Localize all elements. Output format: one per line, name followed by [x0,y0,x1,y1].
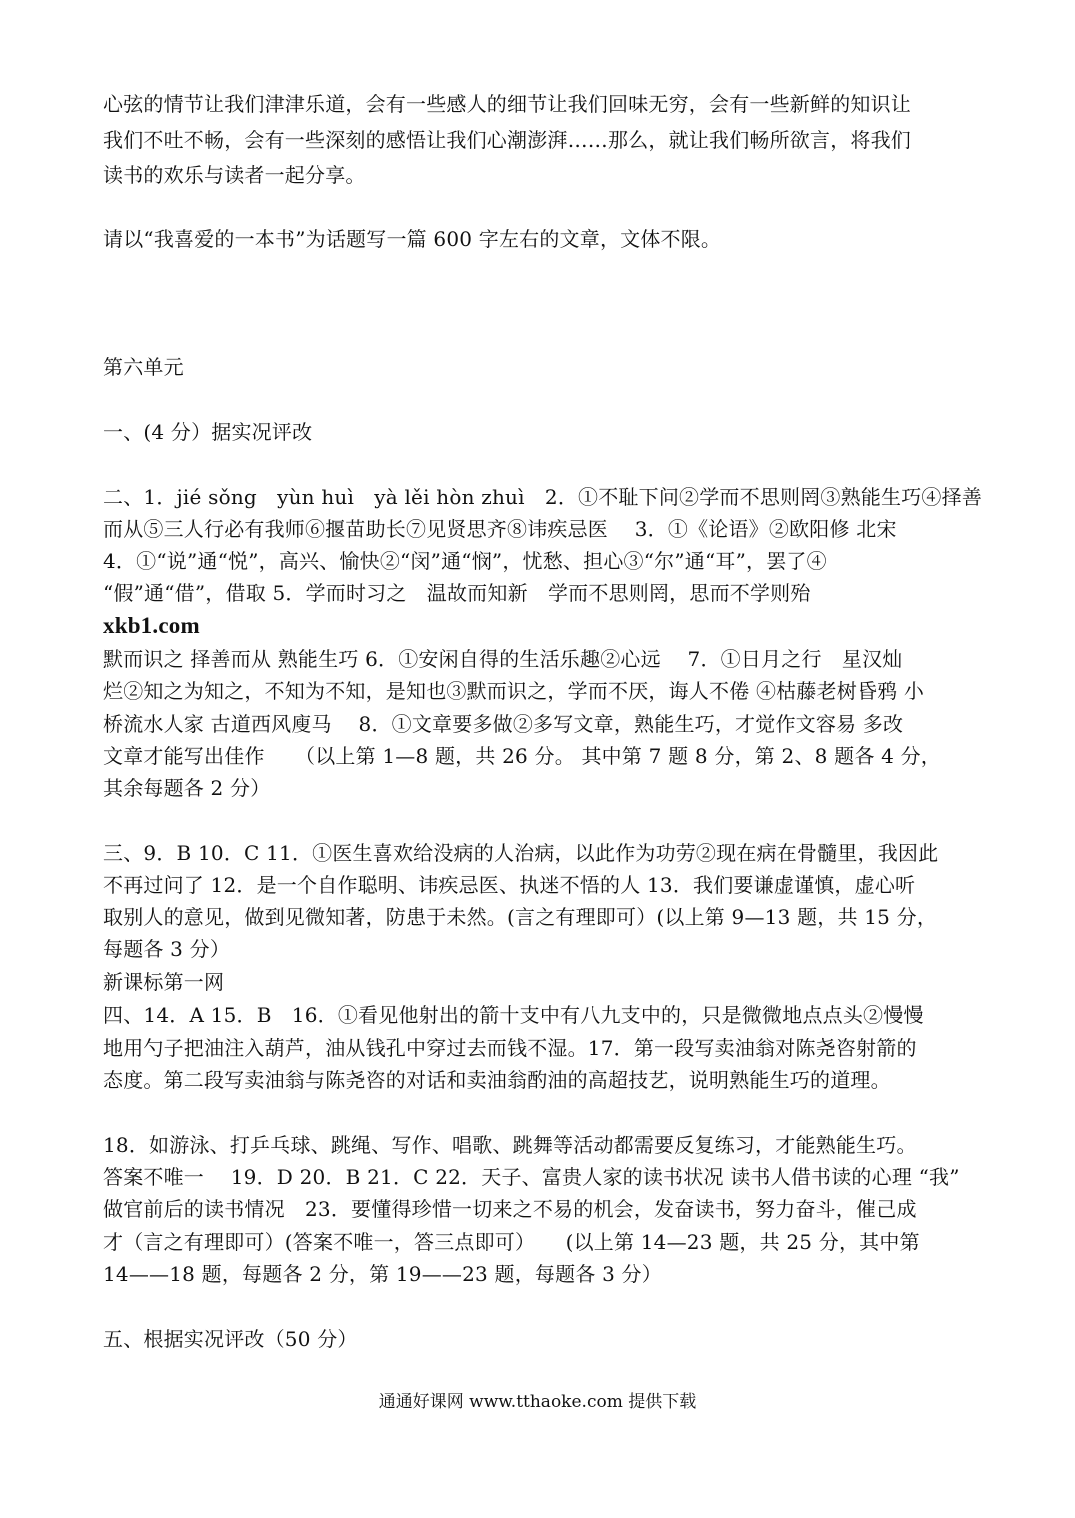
text-line: 做官前后的读书情况 23．要懂得珍惜一切来之不易的机会，发奋读书，努力奋斗，催己成 [103,1197,917,1221]
text-line: 我们不吐不畅，会有一些深刻的感悟让我们心潮澎湃……那么，就让我们畅所欲言，将我们 [103,128,911,152]
text-line: 18．如游泳、打乒乓球、跳绳、写作、唱歌、跳舞等活动都需要反复练习，才能熟能生巧。 [103,1133,917,1157]
text-line: 态度。第二段写卖油翁与陈尧咨的对话和卖油翁酌油的高超技艺，说明熟能生巧的道理。 [103,1068,891,1092]
text-line: 地用勺子把油注入葫芦，油从钱孔中穿过去而钱不湿。17．第一段写卖油翁对陈尧咨射箭的 [103,1036,917,1060]
text-line: 烂②知之为知之，不知为不知，是知也③默而识之，学而不厌，诲人不倦 ④枯藤老树昏鸦 小 [103,679,925,703]
text-line: 心弦的情节让我们津津乐道，会有一些感人的细节让我们回味无穷，会有一些新鲜的知识让 [103,92,911,116]
text-line: 才（言之有理即可）(答案不唯一，答三点即可） (以上第 14—23 题，共 25 分，其中第 [103,1230,920,1254]
text-line: 默而识之 择善而从 熟能生巧 6．①安闲自得的生活乐趣②心远 7．①日月之行 星汉灿 [103,647,903,671]
text-line: 五、根据实况评改（50 分） [103,1327,358,1351]
text-line: 读书的欢乐与读者一起分享。 [103,163,366,187]
page-footer: 通通好课网 www.tthaoke.com 提供下载 [378,1392,697,1412]
text-line: 14——18 题，每题各 2 分，第 19——23 题，每题各 3 分） [103,1262,662,1286]
text-line: 一、(4 分）据实况评改 [103,420,313,444]
text-line: 取别人的意见，做到见微知著，防患于未然。(言之有理即可）(以上第 9—13 题，共 15 分， [103,905,938,929]
watermark-text: 新课标第一网 [103,970,225,994]
text-line: 四、14．A 15．B 16．①看见他射出的箭十支中有八九支中的，只是微微地点点头②慢慢 [103,1003,924,1027]
text-line: 每题各 3 分） [103,937,231,961]
text-line: 二、1．jié sǒng yùn huì yà lěi hòn zhuì 2．①不耻下问②学而不思则罔③熟能生巧④择善 [103,485,983,509]
text-line: 三、9．B 10．C 11．①医生喜欢给没病的人治病，以此作为功劳②现在病在骨髓里，我因此 [103,841,939,865]
text-line: 而从⑤三人行必有我师⑥揠苗助长⑦见贤思齐⑧讳疾忌医 3．①《论语》②欧阳修 北宋 [103,517,897,541]
text-line: 文章才能写出佳作 （以上第 1—8 题，共 26 分。 其中第 7 题 8 分，第 2、8 题各 4 分， [103,744,941,768]
text-line: 答案不唯一 19．D 20．B 21．C 22．天子、富贵人家的读书状况 读书人借书读的心理 “我” [103,1165,960,1189]
text-line: 桥流水人家 古道西风廋马 8．①文章要多做②多写文章，熟能生巧，才觉作文容易 多改 [103,712,904,736]
text-line: 4．①“说”通“悦”，高兴、愉快②“闵”通“悯”，忧愁、担心③“尔”通“耳”，罢了④ [103,549,827,573]
text-line: “假”通“借”，借取 5．学而时习之 温故而知新 学而不思则罔，思而不学则殆 [103,581,811,605]
text-line: 其余每题各 2 分） [103,776,271,800]
section-heading: 第六单元 [103,355,184,379]
watermark-text: xkb1.com [103,613,200,638]
text-line: 请以“我喜爱的一本书”为话题写一篇 600 字左右的文章，文体不限。 [103,227,722,251]
text-line: 不再过问了 12．是一个自作聪明、讳疾忌医、执迷不悟的人 13．我们要谦虚谨慎，虚心听 [103,873,916,897]
